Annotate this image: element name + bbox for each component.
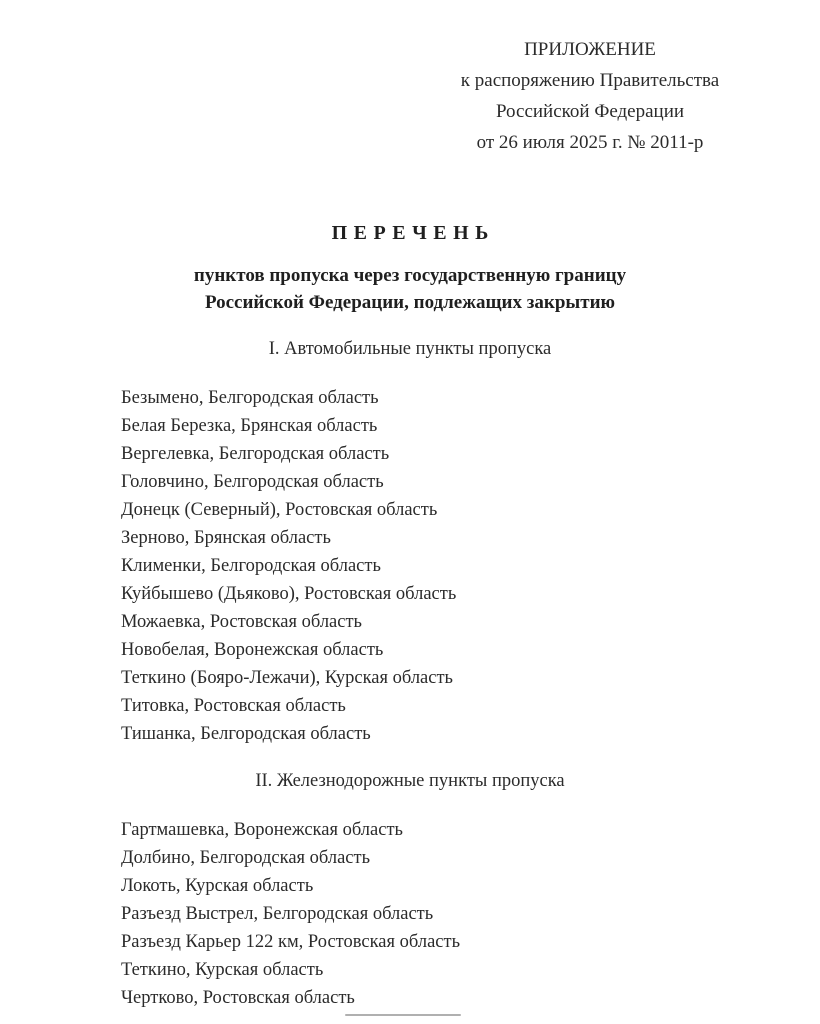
section-rail-checkpoints <box>0 768 820 1012</box>
section-heading-rail: II. Железнодорожные пункты пропуска <box>255 771 565 791</box>
page-title: ПЕРЕЧЕНЬ <box>331 222 495 244</box>
list-item: Теткино, Курская область <box>121 960 324 980</box>
footer-divider <box>345 1014 461 1016</box>
list-item: Белая Березка, Брянская область <box>121 416 378 436</box>
header-line-appendix: ПРИЛОЖЕНИЕ <box>524 39 656 60</box>
page-subtitle <box>0 262 820 316</box>
document-header <box>410 34 770 158</box>
header-line-date-number: от 26 июля 2025 г. № 2011-р <box>476 132 704 153</box>
list-item: Гартмашевка, Воронежская область <box>121 820 403 840</box>
list-item: Чертково, Ростовская область <box>121 988 355 1008</box>
section-heading-road: I. Автомобильные пункты пропуска <box>268 339 552 359</box>
list-item: Разъезд Выстрел, Белгородская область <box>121 904 434 924</box>
list-item: Локоть, Курская область <box>121 876 314 896</box>
list-item: Клименки, Белгородская область <box>121 556 381 576</box>
entry-list-rail <box>0 816 820 1012</box>
subtitle-line-1: пунктов пропуска через государственную границу <box>193 265 627 286</box>
list-item: Вергелевка, Белгородская область <box>121 444 390 464</box>
list-item: Головчино, Белгородская область <box>121 472 384 492</box>
list-item: Тишанка, Белгородская область <box>121 724 371 744</box>
list-item: Долбино, Белгородская область <box>121 848 371 868</box>
sections-container <box>0 336 820 1012</box>
title-block <box>0 220 820 316</box>
list-item: Теткино (Бояро-Лежачи), Курская область <box>121 668 453 688</box>
list-item: Зерново, Брянская область <box>121 528 331 548</box>
entry-list-road <box>0 384 820 748</box>
list-item: Куйбышево (Дьяково), Ростовская область <box>121 584 457 604</box>
list-item: Разъезд Карьер 122 км, Ростовская область <box>121 932 461 952</box>
list-item: Титовка, Ростовская область <box>121 696 346 716</box>
list-item: Можаевка, Ростовская область <box>121 612 362 632</box>
header-line-decree: к распоряжению Правительства <box>460 70 720 91</box>
list-item: Новобелая, Воронежская область <box>121 640 384 660</box>
section-road-checkpoints <box>0 336 820 748</box>
subtitle-line-2: Российской Федерации, подлежащих закрытию <box>204 292 616 313</box>
list-item: Донецк (Северный), Ростовская область <box>121 500 438 520</box>
list-item: Безымено, Белгородская область <box>121 388 379 408</box>
header-line-federation: Российской Федерации <box>495 101 685 122</box>
